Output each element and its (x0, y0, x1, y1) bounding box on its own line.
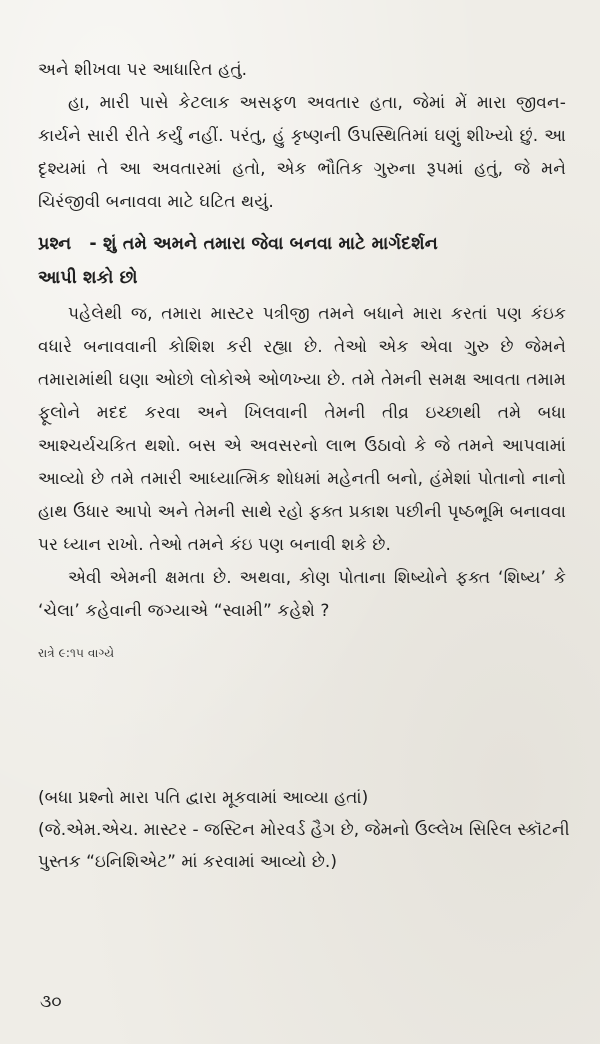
paragraph-continuation: અને શીખવા પર આધારિત હતું. (38, 60, 248, 80)
page-number: ૩૦ (40, 992, 62, 1012)
note-questions: (બધા પ્રશ્નો મારા પતિ દ્વારા મૂકવામાં આવ્યા હતાં) (38, 788, 369, 808)
question-line-2: આપી શકો છો (38, 268, 138, 288)
answer-paragraph-2: એવી એમની ક્ષમતા છે. અથવા, કોણ પોતાના શિષ્યોને ફક્ત ‘શિષ્ય’ કે ‘ચેલા’ કહેવાની જગ્યાએ “સ્વામી” કહેશે ? (38, 568, 566, 621)
answer-paragraph-1: પહેલેથી જ, તમારા માસ્ટર પત્રીજી તમને બધાને મારા કરતાં પણ કંઇક વધારે બનાવવાની કોશિશ કરી રહ્યા છે. તેઓ એક એવા ગુરુ છે જેમને તમારામાંથી ઘણા ઓછો લોકોએ ઓળખ્યા છે. તમે તેમની સમક્ષ આવતા તમામ ફૂલોને મદદ કરવા અને ખિલવાની તેમની તીવ્ર ઇચ્છાથી તમે બધા આશ્ચર્યચકિત થશો. બસ એ અવસરનો લાભ ઉઠાવો કે જે તમને આપવામાં આવ્યો છે તમે તમારી આધ્યાત્મિક શોધમાં મહેનતી બનો, હંમેશાં પોતાનો નાનો હાથ ઉધાર આપો અને તેમની સાથે રહો ફક્ત પ્રકાશ પછીની પૃષ્ઠભૂમિ બનાવવા પર ધ્યાન રાખો. તેઓ તમને કંઇ પણ બનાવી શકે છે. (38, 304, 566, 555)
notes-block (38, 782, 578, 878)
main-text-block (38, 54, 566, 664)
paragraph-avatar: હા, મારી પાસે કેટલાક અસફળ અવતાર હતા, જેમાં મેં મારા જીવન-કાર્યને સારી રીતે કર્યું નહીં. પરંતુ, હું કૃષ્ણની ઉપસ્થિતિમાં ઘણું શીખ્યો છું. આ દૃશ્યમાં તે આ અવતારમાં હતો, એક ભૌતિક ગુરુના રૂપમાં હતું, જે મને ચિરંજીવી બનાવવા માટે ઘટિત થયું. (38, 93, 566, 212)
timestamp: રાત્રે ૯:૧૫ વાગ્યે (38, 646, 115, 660)
note-master: (જે.એમ.એચ. માસ્ટર - જસ્ટિન મોરવર્ડ હૈગ છે, જેમનો ઉલ્લેખ સિરિલ સ્કૉટની પુસ્તક “ઇનિશિએટ” માં કરવામાં આવ્યો છે.) (38, 820, 570, 872)
question-label: પ્રશ્ન (38, 234, 72, 254)
question-heading (38, 227, 566, 295)
question-line-1: - શું તમે અમને તમારા જેવા બનવા માટે માર્ગદર્શન (89, 234, 438, 254)
